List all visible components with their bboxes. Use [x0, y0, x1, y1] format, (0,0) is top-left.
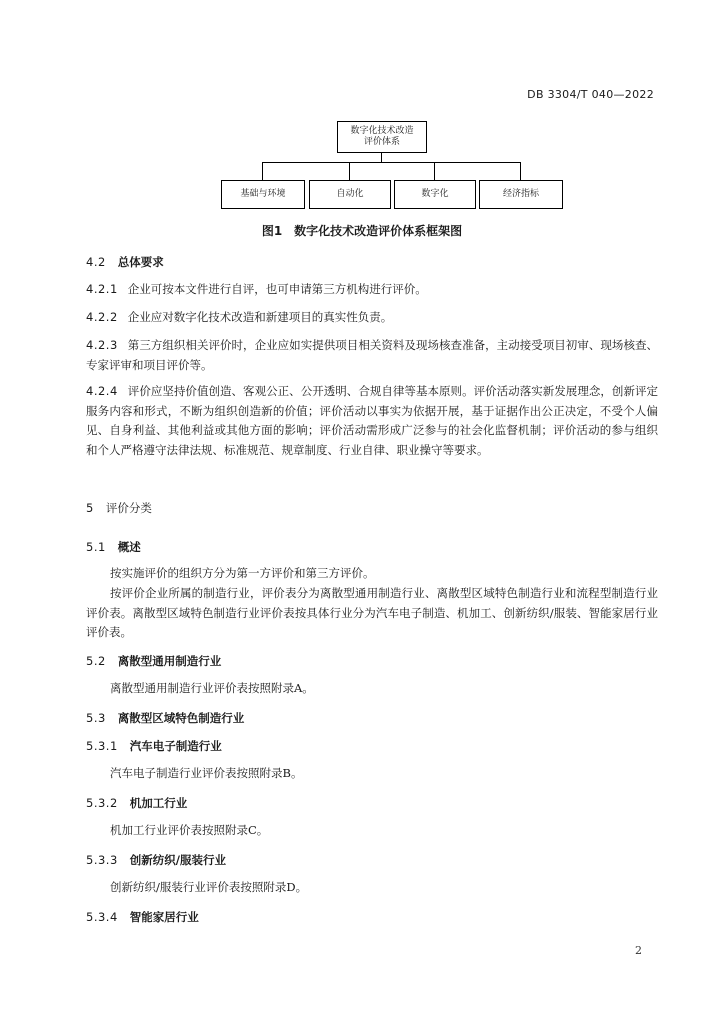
diagram-connector	[262, 162, 263, 180]
section-title: 智能家居行业	[129, 910, 199, 924]
clause-text: 企业应对数字化技术改造和新建项目的真实性负责。	[127, 310, 393, 324]
diagram-child-box: 经济指标	[479, 180, 563, 209]
section-number: 5.3.1	[86, 739, 118, 753]
section-title: 评价分类	[105, 501, 152, 515]
diagram-root-line1: 数字化技术改造	[350, 126, 414, 136]
section-number: 5.3.3	[86, 853, 118, 867]
section-heading	[86, 254, 164, 270]
clause-number: 4.2.1	[86, 282, 118, 296]
clause-paragraph	[86, 308, 658, 328]
section-number: 4.2	[86, 255, 106, 269]
section-number: 5	[86, 501, 94, 515]
section-title: 创新纺织/服装行业	[129, 853, 226, 867]
diagram-child-box: 数字化	[394, 180, 476, 209]
clause-number: 4.2.3	[86, 338, 118, 352]
body-paragraph: 创新纺织/服装行业评价表按照附录D。	[110, 880, 308, 894]
clause-number: 4.2.4	[86, 384, 118, 398]
diagram-connector	[262, 162, 520, 163]
section-heading	[86, 852, 226, 868]
diagram-connector	[349, 162, 350, 180]
section-title: 总体要求	[117, 255, 164, 269]
body-paragraph: 按实施评价的组织方分为第一方评价和第三方评价。	[110, 566, 375, 580]
body-paragraph: 机加工行业评价表按照附录C。	[110, 823, 269, 837]
clause-text: 企业可按本文件进行自评，也可申请第三方机构进行评价。	[127, 282, 427, 296]
section-number: 5.3.2	[86, 796, 118, 810]
diagram-root-box	[337, 121, 427, 153]
section-number: 5.2	[86, 654, 106, 668]
diagram-connector	[520, 162, 521, 180]
body-paragraph: 离散型通用制造行业评价表按照附录A。	[110, 681, 314, 695]
section-title: 汽车电子制造行业	[129, 739, 222, 753]
section-number: 5.3	[86, 711, 106, 725]
section-number: 5.1	[86, 540, 106, 554]
section-title: 概述	[117, 540, 141, 554]
clause-paragraph	[86, 382, 658, 460]
body-paragraph: 汽车电子制造行业评价表按照附录B。	[110, 766, 303, 780]
section-heading	[86, 795, 187, 811]
body-paragraph: 按评价企业所属的制造行业，评价表分为离散型通用制造行业、离散型区域特色制造行业和流程型制造行业评价表。离散型区域特色制造行业评价表按具体行业分为汽车电子制造、机加工、创新纺织/服装、智能家居行业评价表。	[86, 586, 658, 639]
figure-caption: 图1 数字化技术改造评价体系框架图	[261, 224, 463, 238]
section-title: 离散型通用制造行业	[117, 654, 222, 668]
clause-text: 第三方组织相关评价时，企业应如实提供项目相关资料及现场核查准备，主动接受项目初审、现场核查、专家评审和项目评价等。	[86, 338, 658, 372]
diagram-root-line2: 评价体系	[363, 137, 400, 147]
section-number: 5.3.4	[86, 910, 118, 924]
clause-paragraph	[86, 336, 658, 375]
clause-number: 4.2.2	[86, 310, 118, 324]
diagram-connector	[381, 152, 382, 162]
section-title: 机加工行业	[129, 796, 188, 810]
diagram-child-box: 自动化	[309, 180, 391, 209]
section-title: 离散型区域特色制造行业	[117, 711, 245, 725]
diagram-child-box: 基础与环境	[221, 180, 305, 209]
page-number: 2	[635, 944, 642, 957]
section-heading	[86, 710, 244, 726]
clause-paragraph	[86, 280, 658, 300]
diagram-connector	[434, 162, 435, 180]
section-heading	[86, 738, 222, 754]
section-heading	[86, 653, 221, 669]
standard-code: DB 3304/T 040—2022	[527, 88, 654, 101]
clause-text: 评价应坚持价值创造、客观公正、公开透明、合规自律等基本原则。评价活动落实新发展理念，创新评定服务内容和形式，不断为组织创造新的价值；评价活动以事实为依据开展，基于证据作出公正决定，不受个人偏见、自身利益、其他利益或其他方面的影响；评价活动需形成广泛参与的社会化监督机制；评价活动的参与组织和个人严格遵守法律法规、标准规范、规章制度、行业自律、职业操守等要求。	[86, 384, 658, 457]
section-heading	[86, 909, 199, 925]
section-heading	[86, 539, 141, 555]
section-heading	[86, 500, 152, 516]
